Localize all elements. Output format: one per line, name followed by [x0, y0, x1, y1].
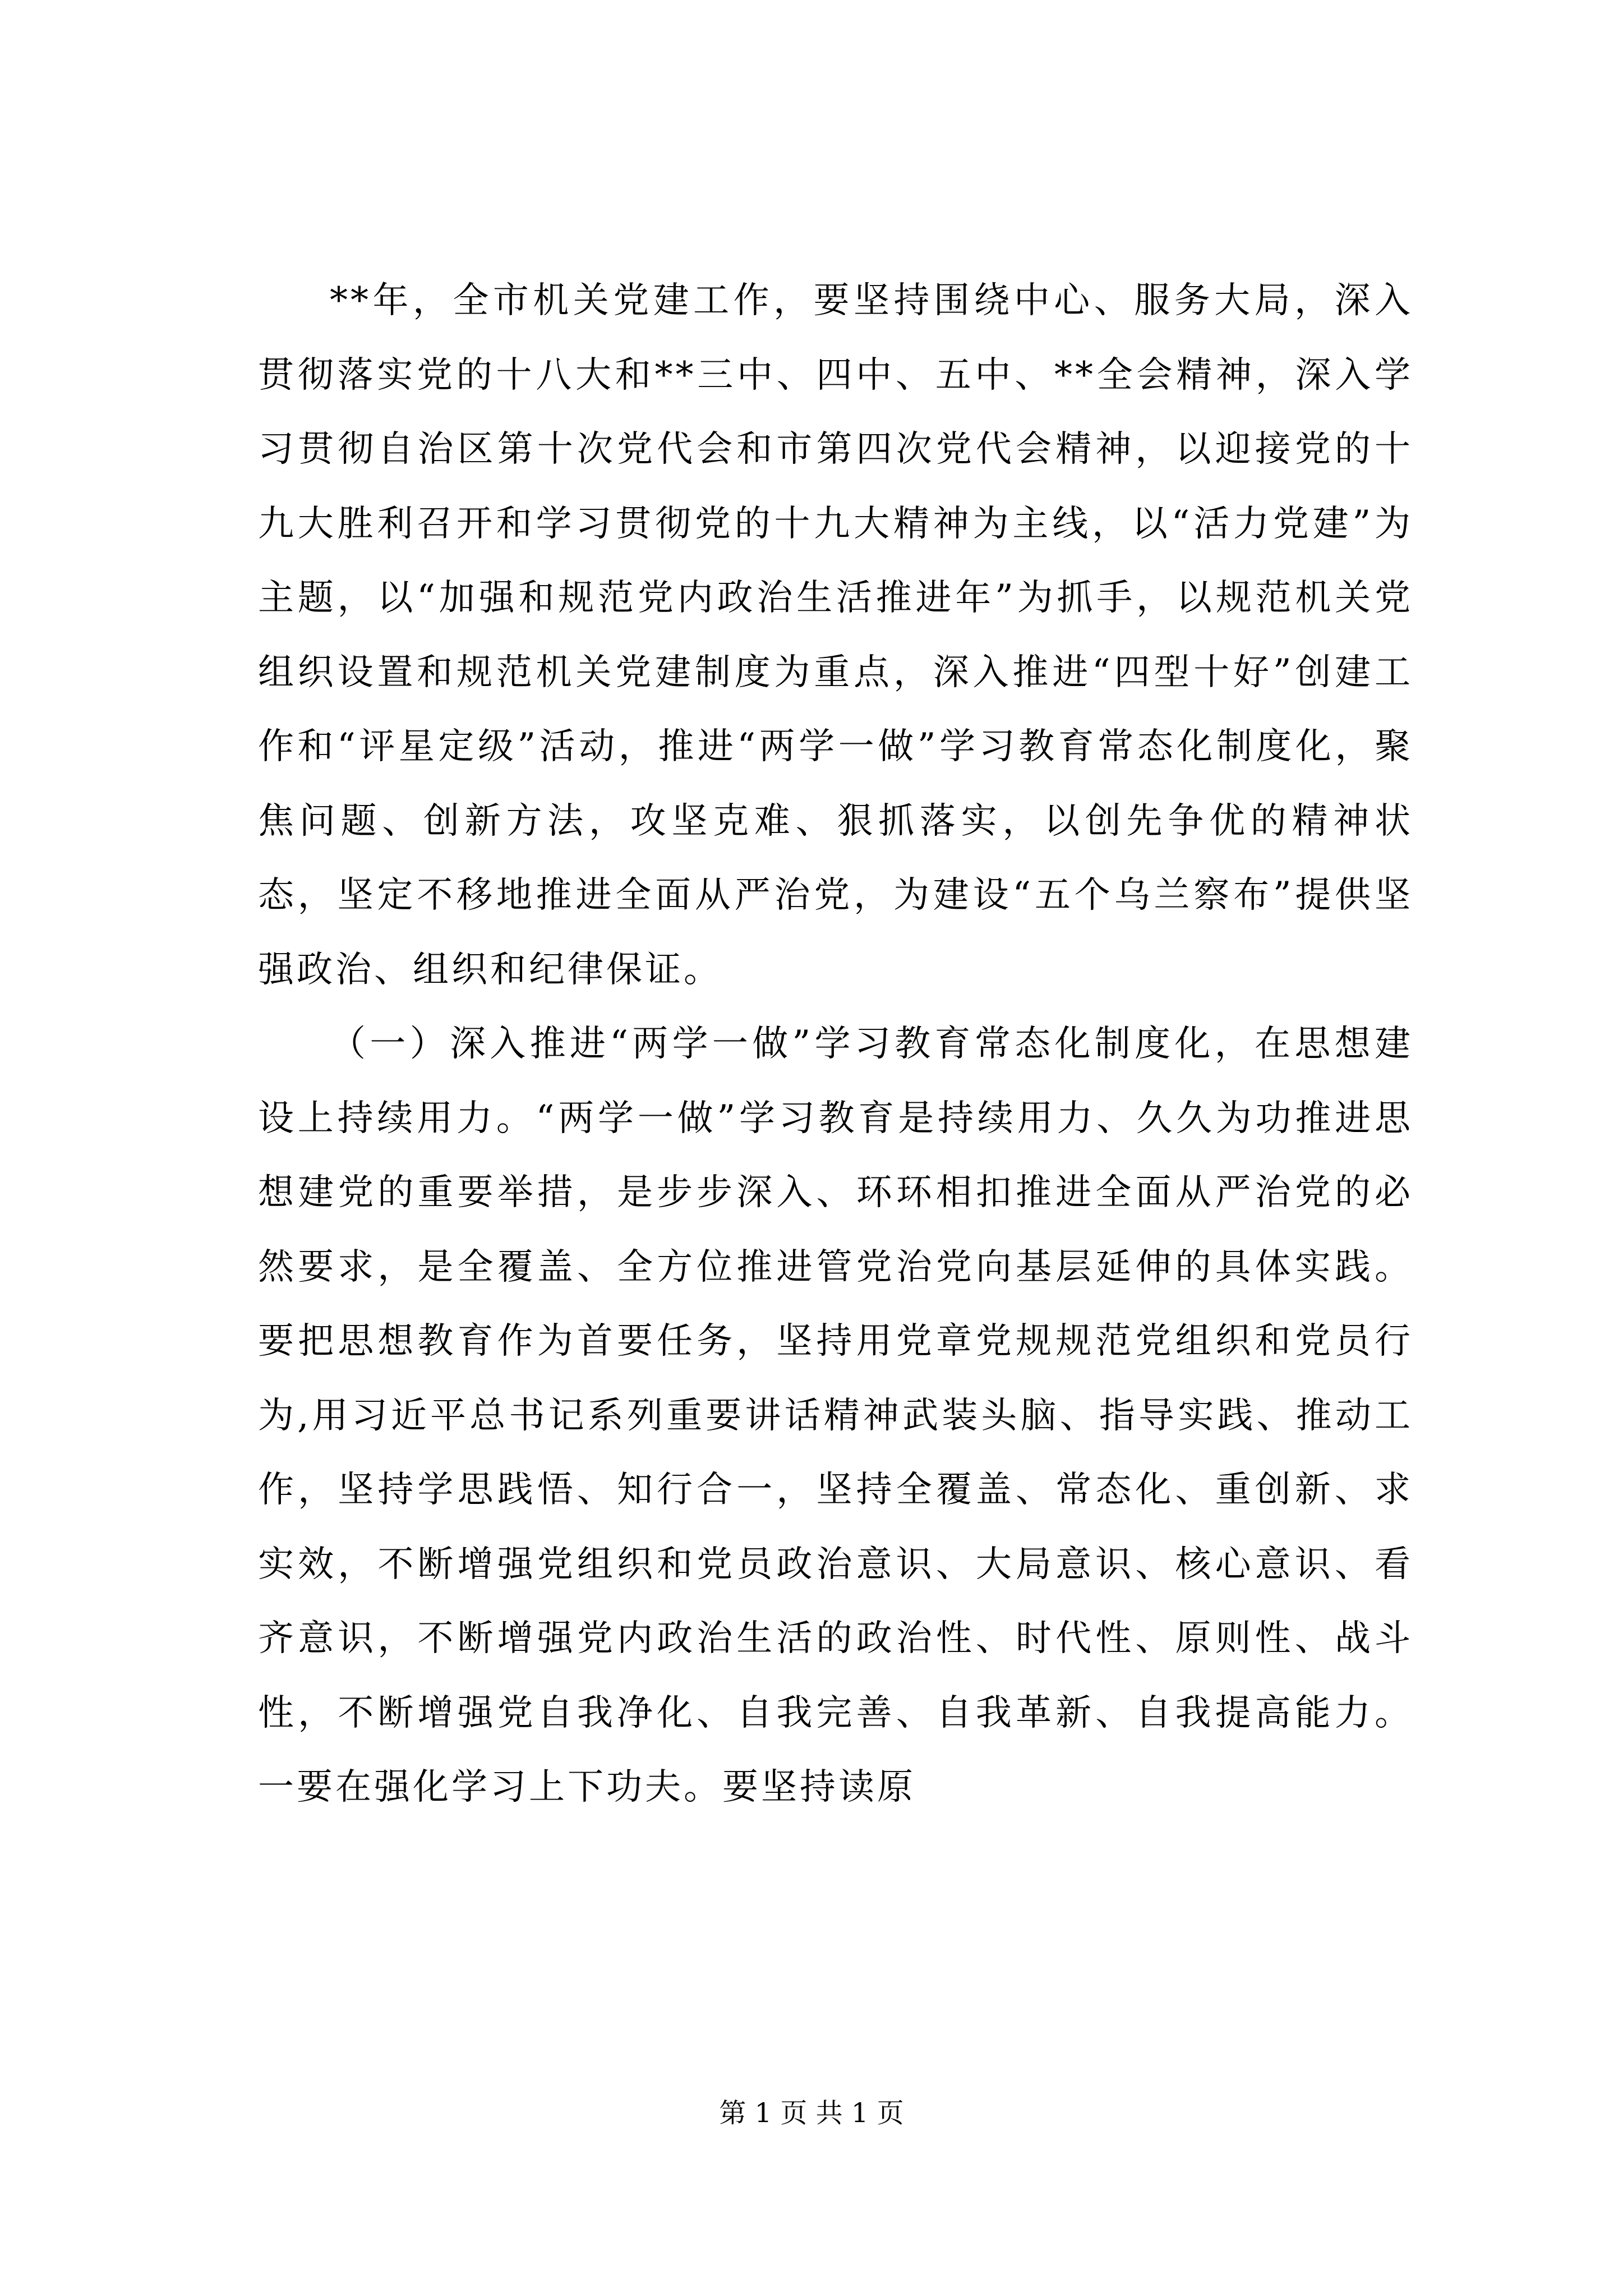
document-body	[258, 264, 1413, 1825]
paragraph-section-1: （一）深入推进“两学一做”学习教育常态化制度化，在思想建设上持续用力。“两学一做”学习教育是持续用力、久久为功推进思想建党的重要举措，是步步深入、环环相扣推进全面从严治党的必然要求，是全覆盖、全方位推进管党治党向基层延伸的具体实践。要把思想教育作为首要任务，坚持用党章党规规范党组织和党员行为,用习近平总书记系列重要讲话精神武装头脑、指导实践、推动工作，坚持学思践悟、知行合一，坚持全覆盖、常态化、重创新、求实效，不断增强党组织和党员政治意识、大局意识、核心意识、看齐意识，不断增强党内政治生活的政治性、时代性、原则性、战斗性，不断增强党自我净化、自我完善、自我革新、自我提高能力。一要在强化学习上下功夫。要坚持读原	[258, 1023, 1413, 1808]
page-number-label: 第 1 页 共 1 页	[719, 2097, 904, 2129]
paragraph-intro: **年，全市机关党建工作，要坚持围绕中心、服务大局，深入贯彻落实党的十八大和**三中、四中、五中、**全会精神，深入学习贯彻自治区第十次党代会和市第四次党代会精神，以迎接党的十九大胜利召开和学习贯彻党的十九大精神为主线，以“活力党建”为主题，以“加强和规范党内政治生活推进年”为抓手，以规范机关党组织设置和规范机关党建制度为重点，深入推进“四型十好”创建工作和“评星定级”活动，推进“两学一做”学习教育常态化制度化，聚焦问题、创新方法，攻坚克难、狠抓落实，以创先争优的精神状态，坚定不移地推进全面从严治党，为建设“五个乌兰察布”提供坚强政治、组织和纪律保证。	[258, 280, 1413, 991]
page-footer	[0, 2095, 1623, 2131]
